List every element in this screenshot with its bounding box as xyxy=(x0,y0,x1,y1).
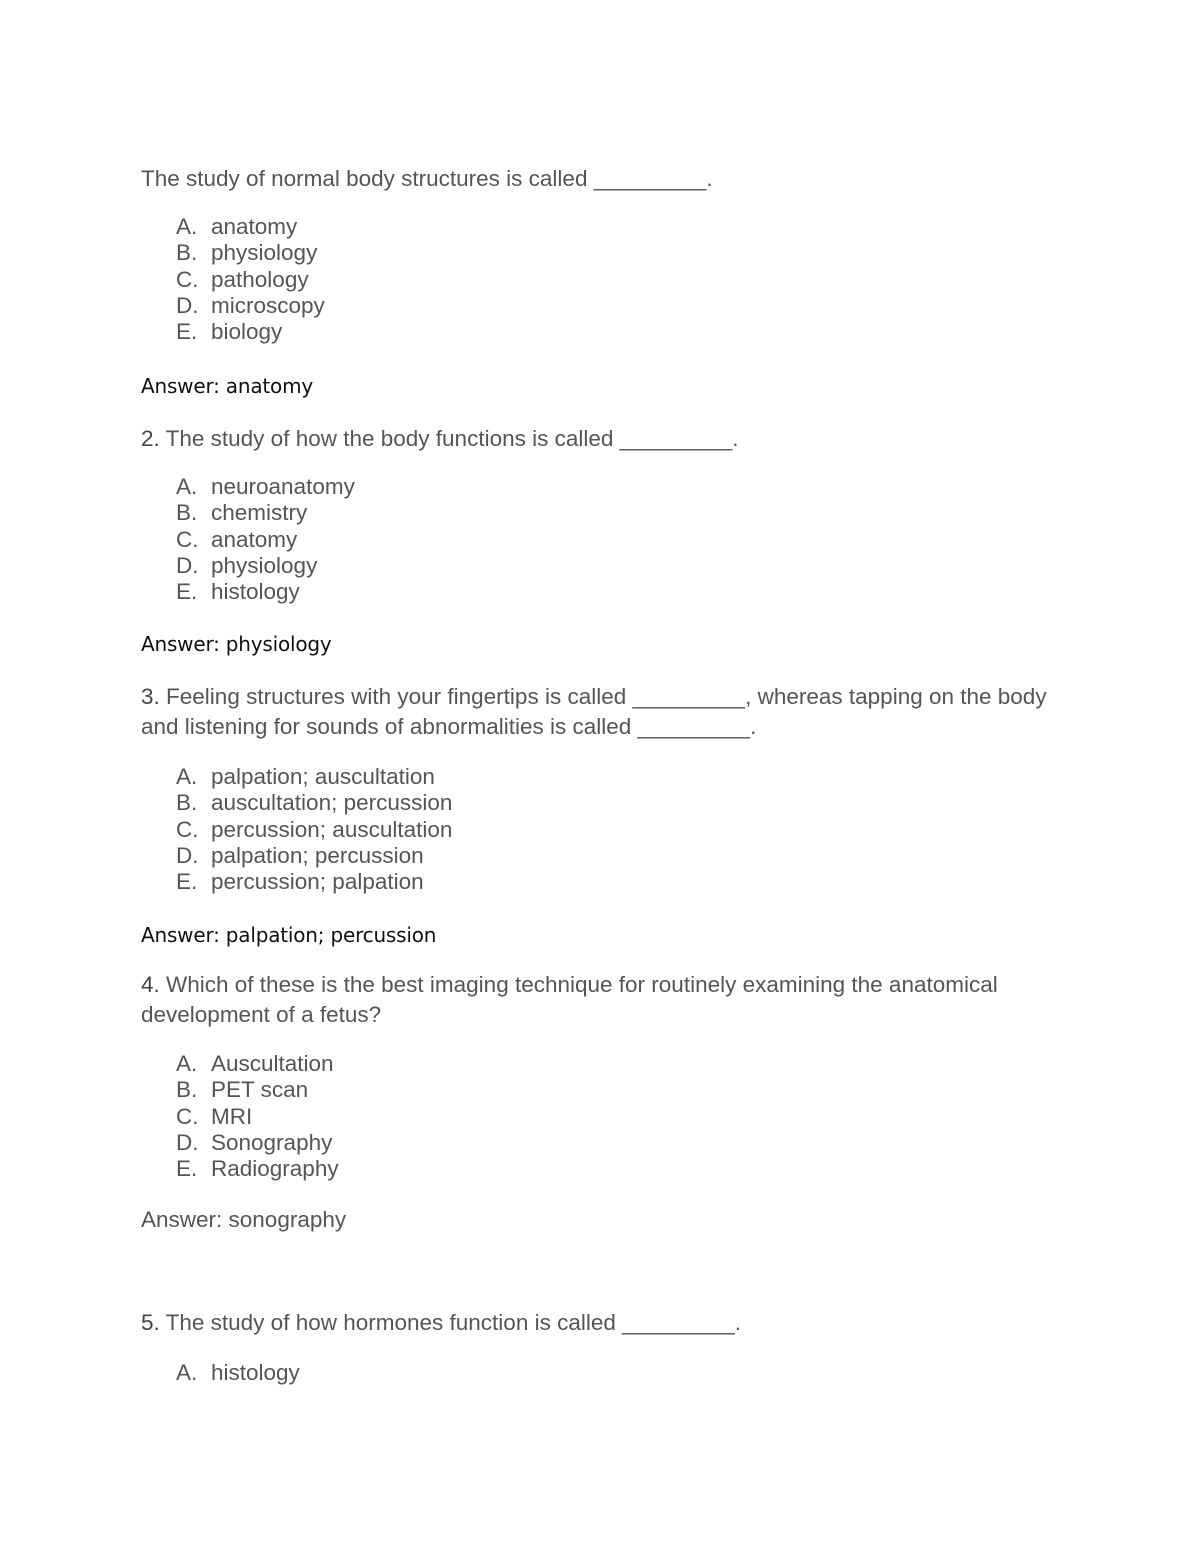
option-letter: A. xyxy=(176,764,198,789)
option-letter: B. xyxy=(176,790,198,816)
option-text: palpation; percussion xyxy=(211,842,424,868)
option-text: palpation; auscultation xyxy=(211,764,435,789)
question-2-answer: Answer: physiology xyxy=(141,632,332,656)
option-text: Auscultation xyxy=(211,1051,334,1076)
option-letter: D. xyxy=(176,1129,199,1155)
option-text: percussion; auscultation xyxy=(211,816,453,842)
option-item xyxy=(176,1156,339,1182)
option-letter: B. xyxy=(176,240,198,266)
option-letter: C. xyxy=(176,816,199,842)
option-text: pathology xyxy=(211,266,309,292)
option-text: histology xyxy=(211,579,300,605)
question-2-text xyxy=(141,424,1061,454)
question-2-number: 2. xyxy=(141,426,160,451)
option-letter: D. xyxy=(176,842,199,868)
question-4-body: Which of these is the best imaging technique for routinely examining the anatomical development of a fetus? xyxy=(141,972,998,1027)
option-text: microscopy xyxy=(211,292,325,318)
option-letter: E. xyxy=(176,579,198,605)
option-text: auscultation; percussion xyxy=(211,790,453,816)
option-letter: C. xyxy=(176,526,199,552)
option-text: MRI xyxy=(211,1103,253,1129)
option-item xyxy=(176,1104,339,1130)
question-3-body: Feeling structures with your fingertips is called _________, whereas tapping on the body and listening for sounds of abnormalities is called _________. xyxy=(141,684,1047,739)
question-3-text xyxy=(141,682,1061,742)
option-item xyxy=(176,319,325,345)
question-1-body: The study of normal body structures is called _________. xyxy=(141,166,713,191)
option-letter: E. xyxy=(176,1156,198,1182)
question-1-text xyxy=(141,164,1061,194)
option-text: percussion; palpation xyxy=(211,869,424,895)
option-item xyxy=(176,579,355,605)
option-item xyxy=(176,869,452,895)
question-1-options xyxy=(176,214,325,345)
option-letter: C. xyxy=(176,1103,199,1129)
question-2-options xyxy=(176,474,355,605)
option-text: biology xyxy=(211,319,283,345)
option-item xyxy=(176,293,325,319)
question-4-text xyxy=(141,970,1061,1030)
question-1-answer: Answer: anatomy xyxy=(141,374,313,398)
question-5-text xyxy=(141,1308,1061,1338)
option-item xyxy=(176,1130,339,1156)
option-item xyxy=(176,240,325,266)
option-letter: A. xyxy=(176,474,198,499)
option-item xyxy=(176,500,355,526)
option-item xyxy=(176,1051,339,1077)
option-letter: C. xyxy=(176,266,199,292)
option-text: chemistry xyxy=(211,500,308,526)
option-item xyxy=(176,764,452,790)
question-3-options xyxy=(176,764,452,895)
option-item xyxy=(176,843,452,869)
option-item xyxy=(176,474,355,500)
option-letter: D. xyxy=(176,552,199,578)
option-item xyxy=(176,267,325,293)
option-letter: E. xyxy=(176,319,198,345)
option-item xyxy=(176,214,325,240)
option-text: Sonography xyxy=(211,1129,333,1155)
option-letter: D. xyxy=(176,292,199,318)
question-3-number: 3. xyxy=(141,684,160,709)
question-5-options xyxy=(176,1360,300,1386)
option-letter: B. xyxy=(176,1077,198,1103)
option-letter: A. xyxy=(176,1051,198,1076)
option-text: anatomy xyxy=(211,526,298,552)
option-letter: B. xyxy=(176,500,198,526)
option-text: Radiography xyxy=(211,1156,339,1182)
option-letter: A. xyxy=(176,1360,198,1385)
option-item xyxy=(176,553,355,579)
option-letter: E. xyxy=(176,869,198,895)
option-letter: A. xyxy=(176,214,198,239)
question-4-answer: Answer: sonography xyxy=(141,1207,347,1232)
question-3-answer: Answer: palpation; percussion xyxy=(141,923,437,947)
question-4-number: 4. xyxy=(141,972,160,997)
option-item xyxy=(176,527,355,553)
option-text: histology xyxy=(211,1360,300,1385)
question-2-body: The study of how the body functions is called _________. xyxy=(165,426,739,451)
option-text: PET scan xyxy=(211,1077,309,1103)
option-item xyxy=(176,790,452,816)
question-5-number: 5. xyxy=(141,1310,160,1335)
question-4-options xyxy=(176,1051,339,1182)
question-5-body: The study of how hormones function is called _________. xyxy=(165,1310,741,1335)
option-text: physiology xyxy=(211,552,318,578)
option-text: anatomy xyxy=(211,214,298,239)
option-text: neuroanatomy xyxy=(211,474,355,499)
option-item xyxy=(176,817,452,843)
option-text: physiology xyxy=(211,240,318,266)
option-item xyxy=(176,1360,300,1386)
option-item xyxy=(176,1077,339,1103)
